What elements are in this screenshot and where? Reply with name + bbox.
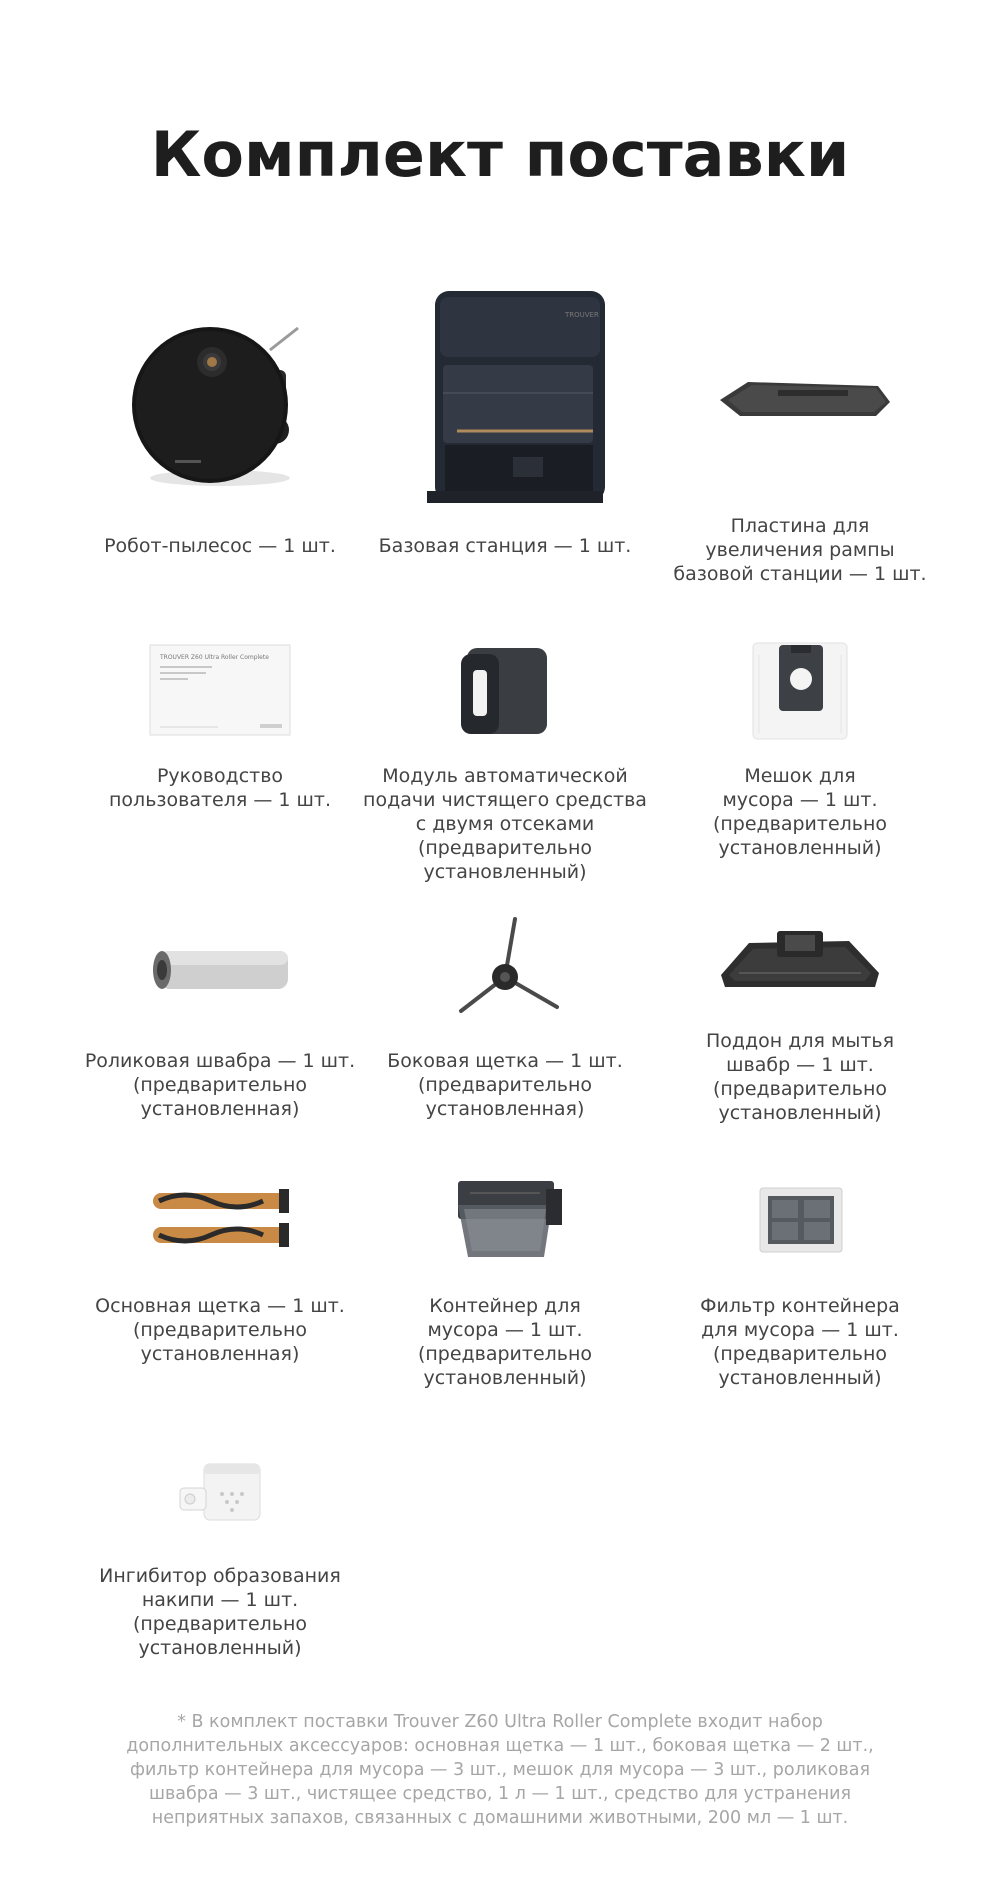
dust-container-image: [355, 1160, 655, 1280]
footnote: * В комплект поставки Trouver Z60 Ultra Roller Complete входит набор дополнительных аксессуаров: основная щетка — 1 шт., боковая щетка — 2 шт., фильтр контейнера для мусора — 3 шт., мешок для мусора — 3 шт., роликовая швабра — 3 шт., чистящее средство, 1 л — 1 шт., средство для устранения неприятных запахов, связанных с домашними животными, 200 мл — 1 шт.: [126, 1712, 874, 1828]
scale-inhibitor-image: [70, 1430, 370, 1550]
robot-vacuum-image: [70, 280, 370, 520]
item-detergent-module: [355, 630, 655, 884]
item-main-brush: [70, 1160, 370, 1366]
item-label: Поддон для мытья швабр — 1 шт. (предварительно установленный): [705, 1030, 895, 1124]
item-label: Базовая станция — 1 шт.: [378, 535, 632, 557]
user-manual-image: [70, 630, 370, 750]
item-label: Основная щетка — 1 шт. (предварительно установленная): [95, 1295, 345, 1365]
item-side-brush: [355, 905, 655, 1121]
item-label: Роликовая швабра — 1 шт. (предварительно установленная): [84, 1050, 356, 1120]
item-label: Боковая щетка — 1 шт. (предварительно установленная): [387, 1050, 623, 1120]
item-ramp-plate: [650, 280, 950, 586]
page-title: Комплект поставки: [150, 118, 850, 191]
item-base-station: [355, 280, 655, 558]
item-label: Робот-пылесос — 1 шт.: [104, 535, 336, 557]
mop-washing-tray-image: [650, 905, 950, 1015]
item-dust-bag: [650, 630, 950, 860]
item-mop-washing-tray: [650, 905, 950, 1125]
item-label: Ингибитор образования накипи — 1 шт. (предварительно установленный): [99, 1565, 341, 1659]
item-label: Пластина для увеличения рампы базовой станции — 1 шт.: [673, 515, 927, 585]
roller-mop-image: [70, 905, 370, 1035]
item-container-filter: [650, 1160, 950, 1390]
base-station-image: [355, 280, 655, 520]
item-user-manual: [70, 630, 370, 812]
container-filter-image: [650, 1160, 950, 1280]
main-brush-image: [70, 1160, 370, 1280]
item-scale-inhibitor: [70, 1430, 370, 1660]
item-dust-container: [355, 1160, 655, 1390]
svg-text:TROUVER: TROUVER: [565, 311, 599, 319]
detergent-module-image: [355, 630, 655, 750]
item-label: Модуль автоматической подачи чистящего средства с двумя отсеками (предварительно установленный): [363, 765, 647, 883]
item-label: Фильтр контейнера для мусора — 1 шт. (предварительно установленный): [700, 1295, 900, 1389]
item-robot-vacuum: [70, 280, 370, 558]
item-label: Руководство пользователя — 1 шт.: [109, 765, 331, 811]
manual-cover-text: TROUVER Z60 Ultra Roller Complete: [159, 653, 269, 661]
dust-bag-image: [650, 630, 950, 750]
item-label: Мешок для мусора — 1 шт. (предварительно установленный): [712, 765, 888, 859]
side-brush-image: [355, 905, 655, 1035]
ramp-plate-image: [650, 280, 950, 500]
item-label: Контейнер для мусора — 1 шт. (предварительно установленный): [417, 1295, 593, 1389]
item-roller-mop: [70, 905, 370, 1121]
